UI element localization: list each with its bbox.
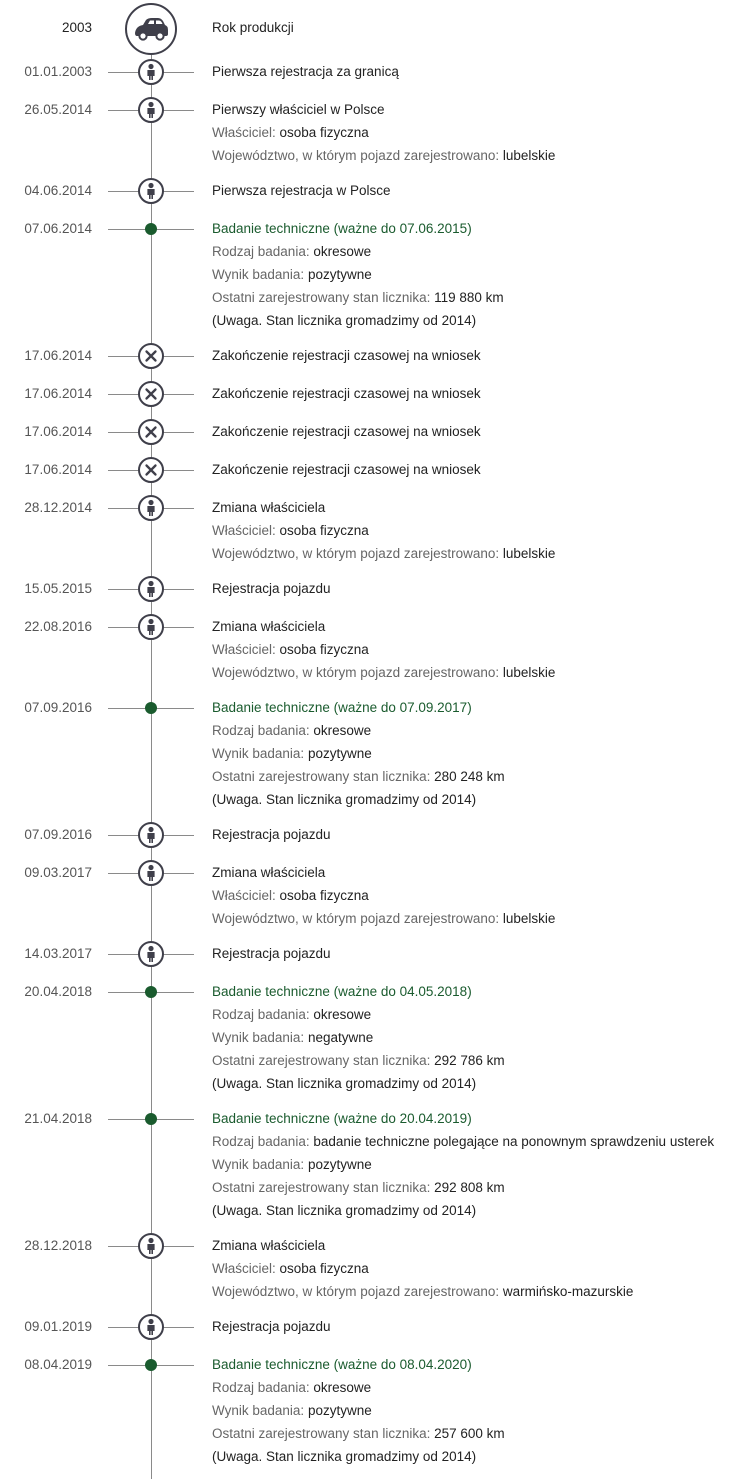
- event-detail-row: [212, 1280, 738, 1303]
- detail-label: Wynik badania:: [212, 1030, 308, 1045]
- timeline-event: [0, 382, 748, 405]
- event-date: 09.03.2017: [24, 865, 92, 880]
- event-title: Rejestracja pojazdu: [212, 1319, 331, 1334]
- event-content: [212, 458, 738, 481]
- detail-value: pozytywne: [307, 746, 372, 761]
- detail-label: Właściciel:: [212, 1261, 280, 1276]
- detail-label: Wynik badania:: [212, 1403, 308, 1418]
- person-icon: [138, 576, 164, 602]
- event-date: 14.03.2017: [24, 946, 92, 961]
- person-icon: [138, 822, 164, 848]
- event-detail-row: [212, 742, 738, 765]
- timeline-event: [0, 344, 748, 367]
- detail-label: Rodzaj badania:: [212, 1380, 314, 1395]
- person-icon: [138, 59, 164, 85]
- event-title: Zmiana właściciela: [212, 619, 326, 634]
- cross-icon: [138, 419, 164, 445]
- event-detail-row: [212, 1003, 738, 1026]
- detail-value: negatywne: [307, 1030, 374, 1045]
- event-detail-row: [212, 1130, 738, 1153]
- timeline-event: [0, 942, 748, 965]
- timeline-event: [0, 980, 748, 1095]
- event-title: Zakończenie rejestracji czasowej na wniosek: [212, 348, 481, 363]
- odometer-note: (Uwaga. Stan licznika gromadzimy od 2014): [212, 1076, 477, 1091]
- event-title: Rejestracja pojazdu: [212, 946, 331, 961]
- detail-label: Ostatni zarejestrowany stan licznika:: [212, 290, 435, 305]
- event-detail-row: [212, 144, 738, 167]
- event-date: 28.12.2014: [24, 500, 92, 515]
- event-title: Pierwsza rejestracja w Polsce: [212, 183, 391, 198]
- timeline-event: [0, 1315, 748, 1338]
- detail-value: okresowe: [313, 244, 372, 259]
- event-detail-row: [212, 1422, 738, 1445]
- event-content: [212, 1234, 738, 1303]
- event-date: 07.09.2016: [24, 827, 92, 842]
- detail-label: Ostatni zarejestrowany stan licznika:: [212, 1426, 435, 1441]
- timeline-event: [0, 577, 748, 600]
- detail-value: 119 880 km: [434, 290, 504, 305]
- event-content: [212, 823, 738, 846]
- detail-value: lubelskie: [502, 665, 556, 680]
- detail-label: Właściciel:: [212, 888, 280, 903]
- event-title: Zakończenie rejestracji czasowej na wniosek: [212, 424, 481, 439]
- event-content: [212, 980, 738, 1095]
- detail-value: pozytywne: [307, 1157, 372, 1172]
- production-year: 2003: [61, 20, 92, 35]
- event-date: 01.01.2003: [24, 64, 92, 79]
- timeline-event: [0, 179, 748, 202]
- timeline-event: [0, 458, 748, 481]
- event-date: 20.04.2018: [24, 984, 92, 999]
- detail-value: 292 808 km: [434, 1180, 505, 1195]
- event-date: 08.04.2019: [24, 1357, 92, 1372]
- detail-value: lubelskie: [502, 911, 556, 926]
- detail-value: 292 786 km: [434, 1053, 505, 1068]
- event-detail-row: [212, 1153, 738, 1176]
- event-date: 28.12.2018: [24, 1238, 92, 1253]
- event-content: [212, 98, 738, 167]
- event-title: Rejestracja pojazdu: [212, 581, 331, 596]
- detail-value: osoba fizyczna: [279, 1261, 369, 1276]
- detail-value: pozytywne: [307, 267, 372, 282]
- event-date: 07.09.2016: [24, 700, 92, 715]
- dot-icon: [145, 223, 157, 235]
- detail-value: osoba fizyczna: [279, 125, 369, 140]
- event-date: 21.04.2018: [24, 1111, 92, 1126]
- timeline-event: [0, 1234, 748, 1303]
- person-icon: [138, 614, 164, 640]
- event-content: [212, 577, 738, 600]
- event-detail-row: [212, 286, 738, 309]
- event-content: [212, 1107, 738, 1222]
- detail-label: Województwo, w którym pojazd zarejestrowano:: [212, 665, 503, 680]
- event-date: 22.08.2016: [24, 619, 92, 634]
- detail-label: Ostatni zarejestrowany stan licznika:: [212, 1180, 435, 1195]
- event-detail-row: [212, 240, 738, 263]
- event-detail-row: [212, 884, 738, 907]
- event-detail-row: [212, 1399, 738, 1422]
- event-detail-row: [212, 907, 738, 930]
- detail-value: okresowe: [313, 1380, 372, 1395]
- event-content: [212, 344, 738, 367]
- event-title: Zakończenie rejestracji czasowej na wniosek: [212, 386, 481, 401]
- event-content: [212, 496, 738, 565]
- event-content: [212, 60, 738, 83]
- timeline-event: [0, 615, 748, 684]
- event-date: 09.01.2019: [24, 1319, 92, 1334]
- event-content: [212, 615, 738, 684]
- event-detail-row: [212, 1376, 738, 1399]
- detail-value: 280 248 km: [434, 769, 505, 784]
- cross-icon: [138, 381, 164, 407]
- timeline-event: [0, 823, 748, 846]
- event-title: Badanie techniczne (ważne do 07.06.2015): [212, 221, 472, 236]
- event-detail-row: [212, 719, 738, 742]
- dot-icon: [145, 1359, 157, 1371]
- detail-label: Rodzaj badania:: [212, 1134, 314, 1149]
- detail-value: warmińsko-mazurskie: [502, 1284, 634, 1299]
- event-title: Zmiana właściciela: [212, 500, 326, 515]
- detail-label: Województwo, w którym pojazd zarejestrowano:: [212, 148, 503, 163]
- event-content: [212, 1353, 738, 1468]
- event-detail-row: [212, 519, 738, 542]
- timeline-event: [0, 1107, 748, 1222]
- timeline-event: [0, 861, 748, 930]
- event-title: Zmiana właściciela: [212, 865, 326, 880]
- event-detail-row: [212, 638, 738, 661]
- person-icon: [138, 1314, 164, 1340]
- detail-label: Województwo, w którym pojazd zarejestrowano:: [212, 911, 503, 926]
- event-date: 15.05.2015: [24, 581, 92, 596]
- person-icon: [138, 941, 164, 967]
- detail-label: Ostatni zarejestrowany stan licznika:: [212, 1053, 435, 1068]
- event-title: Badanie techniczne (ważne do 08.04.2020): [212, 1357, 472, 1372]
- detail-label: Właściciel:: [212, 642, 280, 657]
- event-title: Rejestracja pojazdu: [212, 827, 331, 842]
- timeline-event: [0, 696, 748, 811]
- dot-icon: [145, 1113, 157, 1125]
- event-detail-row: [212, 263, 738, 286]
- cross-icon: [138, 343, 164, 369]
- person-icon: [138, 1233, 164, 1259]
- detail-label: Wynik badania:: [212, 267, 308, 282]
- timeline-event: [0, 1353, 748, 1468]
- event-content: [212, 1315, 738, 1338]
- odometer-note: (Uwaga. Stan licznika gromadzimy od 2014): [212, 792, 477, 807]
- event-content: [212, 382, 738, 405]
- event-title: Zakończenie rejestracji czasowej na wniosek: [212, 462, 481, 477]
- event-date: 17.06.2014: [24, 348, 92, 363]
- event-date: 07.06.2014: [24, 221, 92, 236]
- detail-value: pozytywne: [307, 1403, 372, 1418]
- detail-label: Wynik badania:: [212, 1157, 308, 1172]
- timeline-event: [0, 496, 748, 565]
- event-title: Pierwszy właściciel w Polsce: [212, 102, 385, 117]
- timeline-event: [0, 98, 748, 167]
- event-detail-row: [212, 121, 738, 144]
- event-detail-row: [212, 1257, 738, 1280]
- timeline-event: [0, 420, 748, 443]
- car-icon: [125, 3, 177, 55]
- event-detail-row: [212, 1049, 738, 1072]
- event-date: 17.06.2014: [24, 424, 92, 439]
- event-content: [212, 179, 738, 202]
- event-content: [212, 217, 738, 332]
- event-detail-row: [212, 765, 738, 788]
- event-date: 26.05.2014: [24, 102, 92, 117]
- event-detail-row: [212, 542, 738, 565]
- event-date: 17.06.2014: [24, 462, 92, 477]
- detail-value: okresowe: [313, 1007, 372, 1022]
- detail-value: osoba fizyczna: [279, 888, 369, 903]
- detail-value: osoba fizyczna: [279, 642, 369, 657]
- event-content: [212, 942, 738, 965]
- dot-icon: [145, 986, 157, 998]
- odometer-note: (Uwaga. Stan licznika gromadzimy od 2014): [212, 1449, 477, 1464]
- detail-label: Województwo, w którym pojazd zarejestrowano:: [212, 546, 503, 561]
- detail-label: Właściciel:: [212, 523, 280, 538]
- event-detail-row: [212, 1176, 738, 1199]
- event-content: [212, 696, 738, 811]
- detail-value: lubelskie: [502, 546, 556, 561]
- event-title: Badanie techniczne (ważne do 07.09.2017): [212, 700, 472, 715]
- detail-label: Rodzaj badania:: [212, 723, 314, 738]
- event-content: [212, 861, 738, 930]
- event-title: Zmiana właściciela: [212, 1238, 326, 1253]
- detail-value: okresowe: [313, 723, 372, 738]
- detail-label: Rodzaj badania:: [212, 244, 314, 259]
- event-content: [212, 420, 738, 443]
- detail-label: Wynik badania:: [212, 746, 308, 761]
- person-icon: [138, 178, 164, 204]
- detail-label: Rodzaj badania:: [212, 1007, 314, 1022]
- cross-icon: [138, 457, 164, 483]
- detail-value: 257 600 km: [434, 1426, 505, 1441]
- detail-value: badanie techniczne polegające na ponownym sprawdzeniu usterek: [313, 1134, 715, 1149]
- detail-value: lubelskie: [502, 148, 556, 163]
- person-icon: [138, 860, 164, 886]
- event-date: 04.06.2014: [24, 183, 92, 198]
- timeline-event: [0, 217, 748, 332]
- person-icon: [138, 97, 164, 123]
- detail-label: Województwo, w którym pojazd zarejestrowano:: [212, 1284, 503, 1299]
- production-title: Rok produkcji: [212, 20, 294, 35]
- person-icon: [138, 495, 164, 521]
- detail-value: osoba fizyczna: [279, 523, 369, 538]
- event-title: Badanie techniczne (ważne do 20.04.2019): [212, 1111, 472, 1126]
- timeline-event: [0, 60, 748, 83]
- dot-icon: [145, 702, 157, 714]
- detail-label: Ostatni zarejestrowany stan licznika:: [212, 769, 435, 784]
- event-detail-row: [212, 661, 738, 684]
- odometer-note: (Uwaga. Stan licznika gromadzimy od 2014): [212, 313, 477, 328]
- odometer-note: (Uwaga. Stan licznika gromadzimy od 2014): [212, 1203, 477, 1218]
- detail-label: Właściciel:: [212, 125, 280, 140]
- event-title: Badanie techniczne (ważne do 04.05.2018): [212, 984, 472, 999]
- production-year-entry: [0, 16, 748, 42]
- event-date: 17.06.2014: [24, 386, 92, 401]
- event-detail-row: [212, 1026, 738, 1049]
- event-title: Pierwsza rejestracja za granicą: [212, 64, 399, 79]
